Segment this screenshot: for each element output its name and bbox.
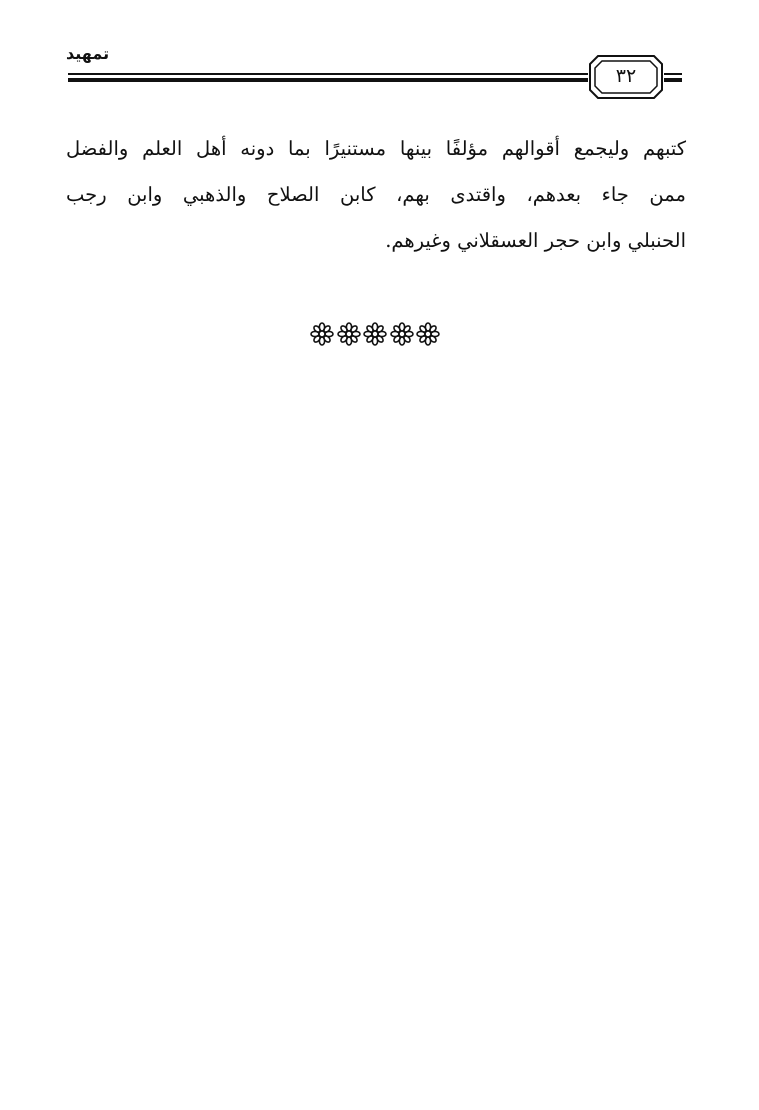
flower-ornament-icon [363, 322, 387, 346]
flower-ornament-icon [337, 322, 361, 346]
body-line: ممن جاء بعدهم، واقتدى بهم، كابن الصلاح والذهبي وابن رجب [66, 183, 686, 206]
header-rule-right-thick [664, 78, 682, 82]
flower-ornament-icon [310, 322, 334, 346]
header-rule-right-thin [664, 73, 682, 75]
section-divider [310, 322, 440, 348]
page-number-frame [588, 54, 664, 100]
body-line: كتبهم وليجمع أقوالهم مؤلفًا بينها مستنيرًا بما دونه أهل العلم والفضل [66, 137, 686, 160]
body-line: الحنبلي وابن حجر العسقلاني وغيرهم. [385, 229, 686, 252]
flower-ornament-icon [390, 322, 414, 346]
header-rule-thick [68, 78, 588, 82]
body-paragraph [66, 126, 686, 264]
page-number: ٣٢ [615, 65, 637, 87]
flower-ornament-icon [416, 322, 440, 346]
section-title: تمهيد [66, 44, 110, 63]
header-rule-thin [68, 73, 588, 75]
page-header [0, 0, 759, 110]
